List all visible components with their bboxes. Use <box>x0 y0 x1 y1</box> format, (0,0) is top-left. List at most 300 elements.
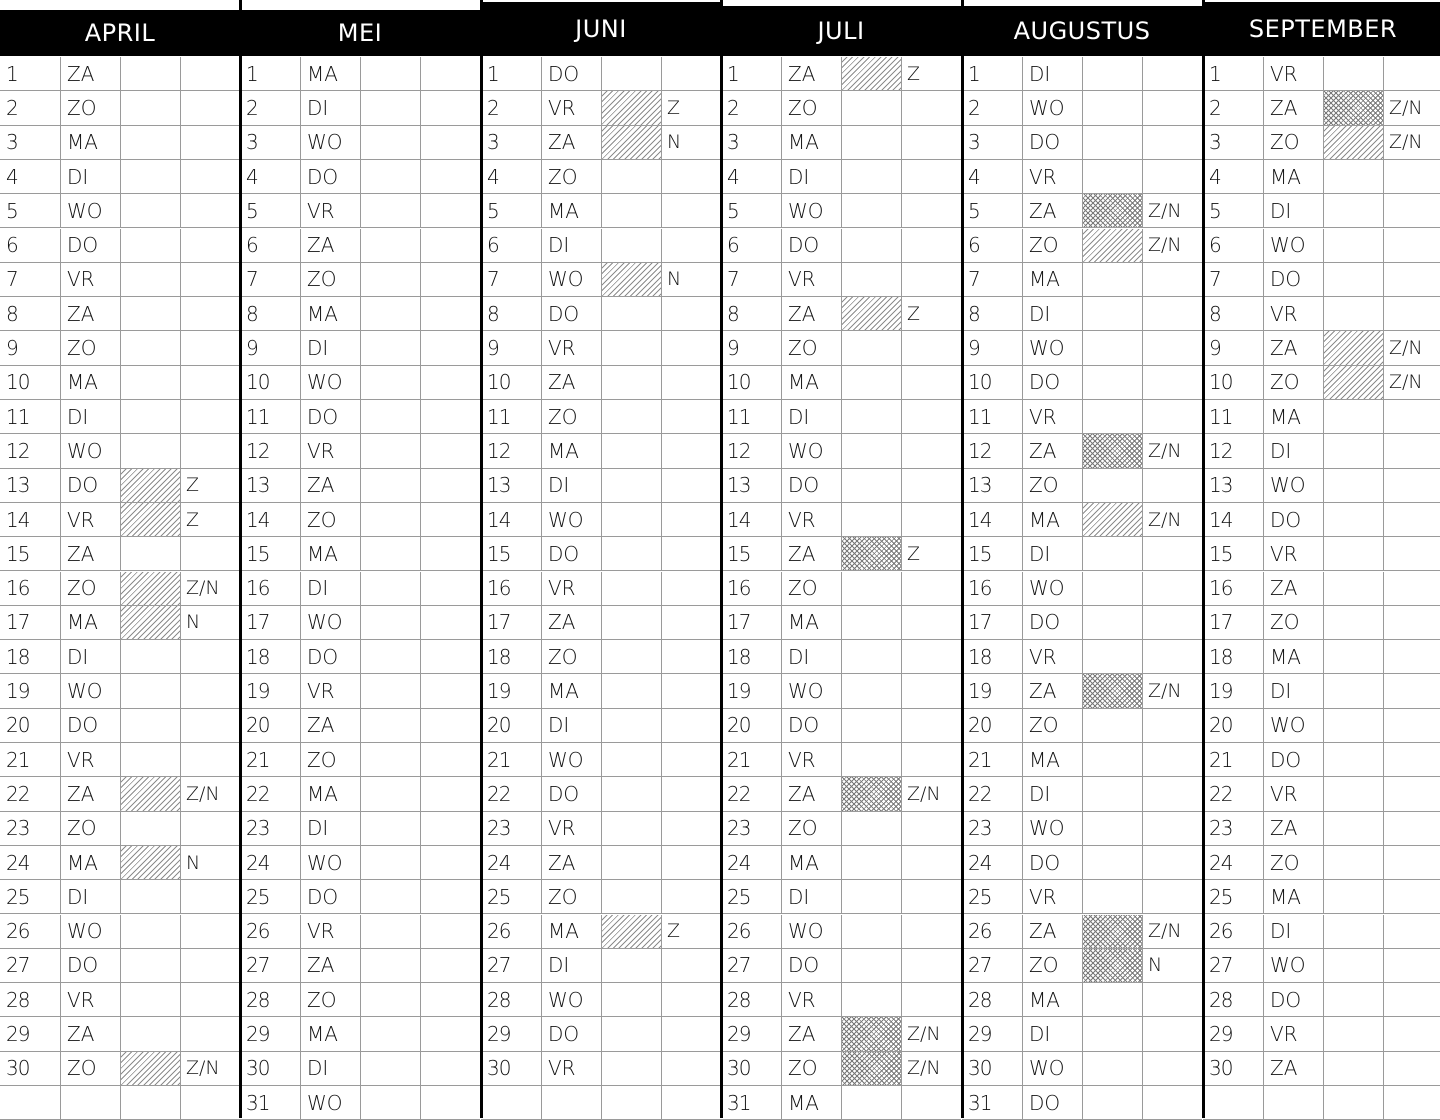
hatch-marker <box>121 777 181 810</box>
shift-code: Z/N <box>1148 920 1182 943</box>
weekday-label: DI <box>782 640 842 673</box>
day-number: 25 <box>240 880 301 913</box>
crosshatch-marker <box>842 537 902 570</box>
marker-cell <box>361 640 421 673</box>
day-number: 7 <box>240 263 301 296</box>
marker-cell <box>361 674 421 707</box>
day-number: 30 <box>721 1052 782 1085</box>
marker-cell <box>361 880 421 913</box>
table-row <box>240 915 480 949</box>
day-number: 7 <box>1203 263 1264 296</box>
weekday-label: DI <box>301 331 361 364</box>
marker-cell <box>602 366 662 399</box>
day-number: 26 <box>721 915 782 948</box>
table-row <box>0 674 240 708</box>
shift-code <box>181 743 240 776</box>
weekday-label: VR <box>1023 400 1083 433</box>
weekday-label: DO <box>1264 983 1324 1016</box>
day-number: 31 <box>962 1086 1023 1119</box>
table-row <box>962 91 1202 125</box>
shift-code <box>662 160 721 193</box>
table-row <box>481 812 721 846</box>
day-number: 12 <box>962 434 1023 467</box>
marker-cell <box>842 709 902 742</box>
weekday-label: DO <box>61 949 121 982</box>
day-number: 23 <box>240 812 301 845</box>
weekday-label: DO <box>542 537 602 570</box>
crosshatch-marker <box>1083 434 1143 467</box>
day-number: 20 <box>1203 709 1264 742</box>
weekday-label: DO <box>782 949 842 982</box>
weekday-label: ZA <box>1264 331 1324 364</box>
table-row <box>481 263 721 297</box>
table-row <box>721 1086 961 1120</box>
marker-cell <box>121 366 181 399</box>
marker-cell <box>1083 1086 1143 1119</box>
shift-code <box>421 880 480 913</box>
shift-code <box>1143 366 1202 399</box>
day-number: 27 <box>0 949 61 982</box>
day-number: 29 <box>481 1017 542 1050</box>
day-number: 8 <box>240 297 301 330</box>
marker-cell <box>602 777 662 810</box>
crosshatch-marker <box>1083 674 1143 707</box>
weekday-label: MA <box>542 915 602 948</box>
day-number: 24 <box>481 846 542 879</box>
weekday-label: ZA <box>1264 1052 1324 1085</box>
day-number: 28 <box>721 983 782 1016</box>
day-number: 29 <box>240 1017 301 1050</box>
column-divider <box>720 0 723 1118</box>
shift-code: N <box>186 851 201 874</box>
shift-code <box>662 331 721 364</box>
table-row <box>0 57 240 91</box>
marker-cell <box>361 983 421 1016</box>
weekday-label: ZO <box>301 503 361 536</box>
day-number: 17 <box>0 606 61 639</box>
weekday-label: ZO <box>782 331 842 364</box>
shift-code <box>1143 160 1202 193</box>
weekday-label: WO <box>1023 331 1083 364</box>
shift-code <box>1143 469 1202 502</box>
marker-cell <box>1083 606 1143 639</box>
weekday-label: MA <box>542 674 602 707</box>
shift-code <box>1143 331 1202 364</box>
table-row <box>721 297 961 331</box>
shift-code <box>1143 126 1202 159</box>
marker-cell <box>1083 126 1143 159</box>
marker-cell <box>842 263 902 296</box>
marker-cell <box>1083 812 1143 845</box>
weekday-label: MA <box>782 1086 842 1119</box>
day-number: 26 <box>0 915 61 948</box>
shift-code: Z <box>667 96 681 119</box>
table-row <box>240 126 480 160</box>
weekday-label: DO <box>782 229 842 262</box>
weekday-label: ZO <box>1264 846 1324 879</box>
table-row <box>0 400 240 434</box>
shift-code <box>181 160 240 193</box>
marker-cell <box>842 503 902 536</box>
weekday-label: WO <box>61 915 121 948</box>
shift-code <box>421 229 480 262</box>
marker-cell <box>1324 1052 1384 1085</box>
marker-cell <box>361 434 421 467</box>
weekday-label: VR <box>61 263 121 296</box>
marker-cell <box>1324 606 1384 639</box>
weekday-label: DO <box>1264 503 1324 536</box>
day-number: 9 <box>962 331 1023 364</box>
table-row <box>1203 57 1440 91</box>
shift-code: Z/N <box>1389 371 1423 394</box>
day-number: 11 <box>962 400 1023 433</box>
table-row <box>721 194 961 228</box>
day-number: 4 <box>0 160 61 193</box>
marker-cell <box>1324 1086 1384 1119</box>
shift-code: Z/N <box>1148 508 1182 531</box>
day-number: 18 <box>1203 640 1264 673</box>
hatch-marker <box>121 606 181 639</box>
weekday-label: DO <box>61 709 121 742</box>
weekday-label: WO <box>1264 709 1324 742</box>
shift-code <box>421 1052 480 1085</box>
day-number: 8 <box>962 297 1023 330</box>
shift-code <box>421 812 480 845</box>
table-row <box>1203 880 1440 914</box>
marker-cell <box>1324 1017 1384 1050</box>
day-number: 14 <box>481 503 542 536</box>
weekday-label: DI <box>542 949 602 982</box>
day-number <box>481 1086 542 1119</box>
marker-cell <box>121 674 181 707</box>
weekday-label: MA <box>782 606 842 639</box>
table-row <box>481 537 721 571</box>
table-row <box>0 263 240 297</box>
marker-cell <box>1324 812 1384 845</box>
day-number: 21 <box>1203 743 1264 776</box>
weekday-label: DO <box>61 469 121 502</box>
weekday-label: DI <box>301 1052 361 1085</box>
table-row <box>481 674 721 708</box>
weekday-label: ZO <box>301 983 361 1016</box>
crosshatch-marker <box>1083 194 1143 227</box>
weekday-label <box>542 1086 602 1119</box>
weekday-label: ZO <box>542 160 602 193</box>
shift-code <box>902 229 961 262</box>
table-row <box>0 297 240 331</box>
table-row <box>481 434 721 468</box>
day-number: 13 <box>481 469 542 502</box>
shift-code <box>421 1017 480 1050</box>
shift-code <box>1143 1086 1202 1119</box>
weekday-label: ZO <box>782 91 842 124</box>
day-number: 15 <box>962 537 1023 570</box>
day-number: 18 <box>721 640 782 673</box>
table-row <box>240 229 480 263</box>
table-row <box>962 572 1202 606</box>
table-row <box>481 331 721 365</box>
table-row <box>1203 91 1440 125</box>
shift-code <box>181 194 240 227</box>
marker-cell <box>361 1086 421 1119</box>
weekday-label: DO <box>301 160 361 193</box>
day-number: 2 <box>0 91 61 124</box>
weekday-label: ZA <box>1023 915 1083 948</box>
shift-code <box>421 572 480 605</box>
day-number: 21 <box>0 743 61 776</box>
day-number: 11 <box>721 400 782 433</box>
marker-cell <box>361 366 421 399</box>
day-number: 24 <box>1203 846 1264 879</box>
table-row <box>962 880 1202 914</box>
marker-cell <box>602 1052 662 1085</box>
month-header: MEI <box>240 10 480 56</box>
weekday-label: ZA <box>782 537 842 570</box>
table-row <box>721 674 961 708</box>
marker-cell <box>1324 846 1384 879</box>
shift-code <box>662 1017 721 1050</box>
table-row <box>1203 777 1440 811</box>
table-row <box>240 846 480 880</box>
day-number: 27 <box>1203 949 1264 982</box>
day-number: 17 <box>240 606 301 639</box>
weekday-label <box>61 1086 121 1119</box>
shift-code <box>1384 194 1440 227</box>
marker-cell <box>121 434 181 467</box>
marker-cell <box>1083 846 1143 879</box>
shift-code <box>181 1017 240 1050</box>
weekday-label: ZO <box>782 1052 842 1085</box>
table-row <box>721 400 961 434</box>
day-number: 18 <box>240 640 301 673</box>
day-number: 31 <box>721 1086 782 1119</box>
shift-code <box>1143 1017 1202 1050</box>
day-number: 16 <box>240 572 301 605</box>
day-number: 29 <box>721 1017 782 1050</box>
shift-code <box>662 880 721 913</box>
table-row <box>1203 263 1440 297</box>
weekday-label: DO <box>301 400 361 433</box>
table-row <box>962 194 1202 228</box>
shift-code <box>902 469 961 502</box>
weekday-label: WO <box>301 126 361 159</box>
table-row <box>721 160 961 194</box>
shift-code <box>1143 880 1202 913</box>
shift-code <box>421 57 480 90</box>
shift-code <box>1384 743 1440 776</box>
table-row <box>962 57 1202 91</box>
weekday-label: DI <box>782 160 842 193</box>
shift-code <box>1143 400 1202 433</box>
shift-code: N <box>1148 954 1163 977</box>
weekday-label: VR <box>301 434 361 467</box>
weekday-label: VR <box>301 915 361 948</box>
crosshatch-marker <box>842 1017 902 1050</box>
table-row <box>962 812 1202 846</box>
day-number: 12 <box>481 434 542 467</box>
weekday-label: VR <box>61 743 121 776</box>
day-number: 14 <box>240 503 301 536</box>
shift-code <box>181 331 240 364</box>
shift-code <box>1143 777 1202 810</box>
marker-cell <box>121 1017 181 1050</box>
shift-code <box>1384 915 1440 948</box>
weekday-label: WO <box>1264 949 1324 982</box>
table-row <box>1203 160 1440 194</box>
month-column <box>1203 0 1440 1118</box>
shift-code <box>1384 812 1440 845</box>
weekday-label: WO <box>301 846 361 879</box>
day-number: 6 <box>240 229 301 262</box>
marker-cell <box>361 777 421 810</box>
shift-code <box>421 709 480 742</box>
marker-cell <box>842 366 902 399</box>
shift-code <box>1384 949 1440 982</box>
marker-cell <box>602 1017 662 1050</box>
table-row <box>240 194 480 228</box>
month-header: JULI <box>721 6 961 56</box>
table-row <box>0 983 240 1017</box>
marker-cell <box>602 1086 662 1119</box>
hatch-marker <box>121 1052 181 1085</box>
shift-code <box>1384 709 1440 742</box>
shift-code <box>662 194 721 227</box>
month-header: AUGUSTUS <box>962 6 1202 56</box>
shift-code <box>662 640 721 673</box>
day-number: 11 <box>481 400 542 433</box>
day-number: 11 <box>0 400 61 433</box>
weekday-label: DI <box>301 572 361 605</box>
shift-code <box>662 537 721 570</box>
day-number: 7 <box>962 263 1023 296</box>
day-number: 5 <box>721 194 782 227</box>
shift-code <box>181 91 240 124</box>
marker-cell <box>121 331 181 364</box>
weekday-label: ZA <box>61 1017 121 1050</box>
month-header: SEPTEMBER <box>1203 2 1440 56</box>
table-row <box>721 126 961 160</box>
day-number: 13 <box>1203 469 1264 502</box>
table-row <box>481 57 721 91</box>
weekday-label: WO <box>301 1086 361 1119</box>
day-number: 10 <box>0 366 61 399</box>
marker-cell <box>842 572 902 605</box>
weekday-label: ZO <box>61 572 121 605</box>
weekday-label: ZO <box>61 1052 121 1085</box>
day-number: 2 <box>1203 91 1264 124</box>
day-number: 23 <box>481 812 542 845</box>
table-row <box>240 331 480 365</box>
marker-cell <box>1083 366 1143 399</box>
shift-code <box>1384 160 1440 193</box>
day-number: 19 <box>240 674 301 707</box>
day-number: 31 <box>240 1086 301 1119</box>
marker-cell <box>1324 537 1384 570</box>
shift-code: Z <box>186 508 200 531</box>
marker-cell <box>1324 469 1384 502</box>
table-row <box>0 537 240 571</box>
marker-cell <box>1083 297 1143 330</box>
hatch-marker <box>1324 331 1384 364</box>
marker-cell <box>121 91 181 124</box>
marker-cell <box>602 469 662 502</box>
table-row <box>962 126 1202 160</box>
weekday-label: VR <box>1264 57 1324 90</box>
shift-code <box>662 297 721 330</box>
marker-cell <box>121 983 181 1016</box>
marker-cell <box>1324 434 1384 467</box>
weekday-label: VR <box>301 674 361 707</box>
day-number: 4 <box>481 160 542 193</box>
day-number: 25 <box>962 880 1023 913</box>
table-row <box>240 777 480 811</box>
marker-cell <box>361 263 421 296</box>
shift-code: Z/N <box>1148 234 1182 257</box>
shift-code <box>1143 1052 1202 1085</box>
hatch-marker <box>842 297 902 330</box>
weekday-label: DI <box>1023 777 1083 810</box>
weekday-label: DO <box>1023 1086 1083 1119</box>
table-row <box>240 949 480 983</box>
weekday-label: DO <box>61 229 121 262</box>
day-number: 20 <box>240 709 301 742</box>
weekday-label: MA <box>782 366 842 399</box>
weekday-label: DO <box>542 57 602 90</box>
marker-cell <box>602 160 662 193</box>
table-row <box>1203 229 1440 263</box>
marker-cell <box>1324 880 1384 913</box>
shift-code <box>902 846 961 879</box>
marker-cell <box>1324 915 1384 948</box>
table-row <box>0 194 240 228</box>
weekday-label: DO <box>1264 263 1324 296</box>
day-number: 14 <box>721 503 782 536</box>
weekday-label: DI <box>1264 434 1324 467</box>
weekday-label: ZO <box>61 91 121 124</box>
shift-code <box>902 194 961 227</box>
marker-cell <box>602 331 662 364</box>
shift-code <box>1143 743 1202 776</box>
weekday-label: DO <box>1264 743 1324 776</box>
table-row <box>0 846 240 880</box>
day-number: 29 <box>1203 1017 1264 1050</box>
table-row <box>481 846 721 880</box>
shift-code <box>662 674 721 707</box>
marker-cell <box>1324 297 1384 330</box>
marker-cell <box>1324 400 1384 433</box>
weekday-label: DI <box>1023 297 1083 330</box>
marker-cell <box>1324 674 1384 707</box>
weekday-label: DO <box>301 880 361 913</box>
marker-cell <box>361 57 421 90</box>
weekday-label: MA <box>542 434 602 467</box>
weekday-label: DI <box>1023 57 1083 90</box>
day-number: 3 <box>240 126 301 159</box>
shift-code <box>421 400 480 433</box>
table-row <box>1203 1017 1440 1051</box>
shift-code <box>662 949 721 982</box>
day-number: 6 <box>1203 229 1264 262</box>
weekday-label: ZO <box>1023 709 1083 742</box>
shift-code <box>1143 297 1202 330</box>
weekday-label: ZA <box>782 57 842 90</box>
shift-code <box>1384 229 1440 262</box>
weekday-label: MA <box>61 606 121 639</box>
hatch-marker <box>121 503 181 536</box>
weekday-label: DI <box>61 400 121 433</box>
shift-code <box>1384 263 1440 296</box>
marker-cell <box>602 297 662 330</box>
